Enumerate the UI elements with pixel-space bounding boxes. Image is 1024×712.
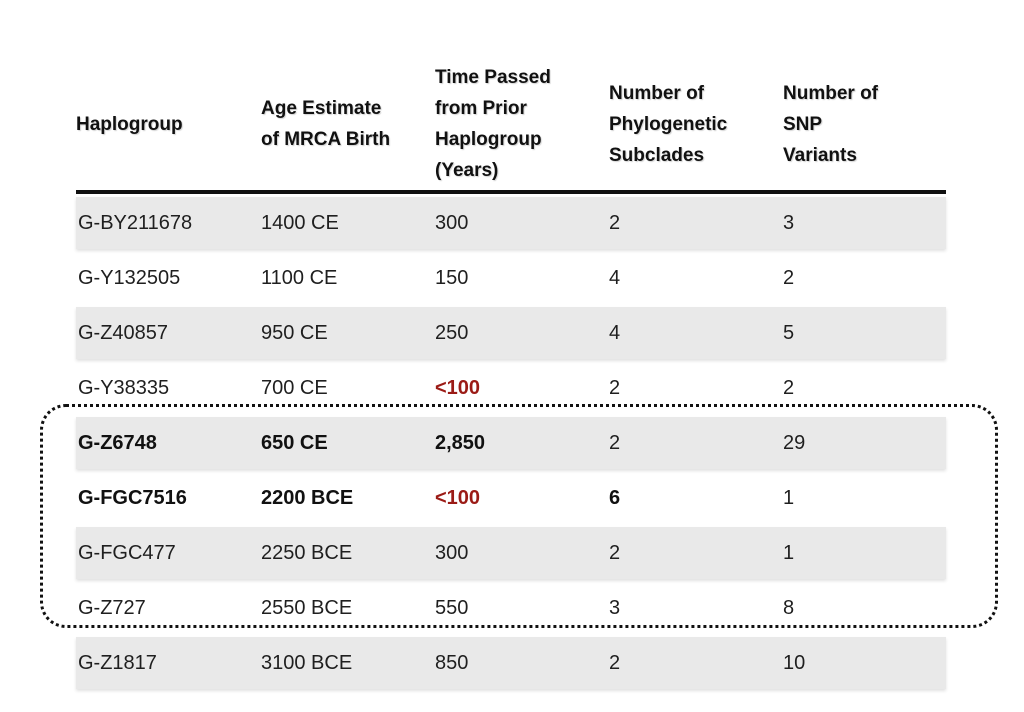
age-cell: 2550 BCE (261, 596, 353, 619)
snps-cell: 10 (783, 651, 806, 674)
snps-cell: 1 (783, 541, 795, 564)
age-cell: 3100 BCE (261, 651, 353, 674)
age-cell: 950 CE (261, 321, 328, 344)
table-row (76, 362, 946, 414)
snps-cell: 29 (783, 431, 806, 454)
snps-cell: 3 (783, 211, 795, 234)
haplogroup-cell: G-Z40857 (78, 321, 169, 344)
header-haplogroup: Haplogroup (76, 113, 183, 135)
subclades-cell: 4 (609, 321, 621, 344)
haplogroup-cell: G-Z6748 (78, 431, 157, 454)
table-row (76, 527, 946, 579)
time-cell-highlight: <100 (435, 486, 481, 509)
time-cell: 300 (435, 541, 469, 564)
subclades-cell: 3 (609, 596, 621, 619)
snps-cell: 8 (783, 596, 795, 619)
subclades-cell: 2 (609, 211, 621, 234)
age-cell: 2200 BCE (261, 486, 354, 509)
time-cell: 250 (435, 321, 469, 344)
table-row (76, 252, 946, 304)
snps-cell: 2 (783, 266, 795, 289)
age-cell: 1400 CE (261, 211, 339, 234)
age-cell: 700 CE (261, 376, 328, 399)
haplogroup-cell: G-BY211678 (78, 211, 193, 234)
age-cell: 2250 BCE (261, 541, 353, 564)
header-time-passed: Time Passed from Prior Haplogroup (Years) (435, 67, 551, 181)
time-cell-highlight: <100 (435, 376, 481, 399)
table-row (76, 307, 946, 359)
subclades-cell: 2 (609, 651, 621, 674)
subclades-cell: 2 (609, 541, 621, 564)
time-cell: 300 (435, 211, 469, 234)
table-row (76, 417, 946, 469)
age-cell: 1100 CE (261, 266, 338, 289)
header-age-estimate: Age Estimate of MRCA Birth (261, 98, 391, 150)
haplogroup-table (76, 58, 946, 689)
table-header-row (76, 58, 946, 194)
haplogroup-cell: G-Z1817 (78, 651, 157, 674)
haplogroup-cell: G-Y38335 (78, 376, 170, 399)
subclades-cell: 6 (609, 486, 621, 509)
header-subclades: Number of Phylogenetic Subclades (609, 82, 728, 166)
haplogroup-cell: G-Z727 (78, 596, 146, 619)
subclades-cell: 2 (609, 431, 621, 454)
haplogroup-cell: G-FGC7516 (78, 486, 187, 509)
header-snp-variants: Number of SNP Variants (783, 82, 878, 166)
subclades-cell: 2 (609, 376, 621, 399)
age-cell: 650 CE (261, 431, 328, 454)
time-cell: 550 (435, 596, 469, 619)
table-row (76, 637, 946, 689)
time-cell: 150 (435, 266, 469, 289)
snps-cell: 1 (783, 486, 795, 509)
snps-cell: 2 (783, 376, 795, 399)
time-cell: 2,850 (435, 431, 486, 454)
haplogroup-cell: G-Y132505 (78, 266, 181, 289)
table-row (76, 472, 946, 524)
haplogroup-cell: G-FGC477 (78, 541, 176, 564)
time-cell: 850 (435, 651, 469, 674)
subclades-cell: 4 (609, 266, 621, 289)
snps-cell: 5 (783, 321, 795, 344)
table-row (76, 197, 946, 249)
table-row (76, 582, 946, 634)
